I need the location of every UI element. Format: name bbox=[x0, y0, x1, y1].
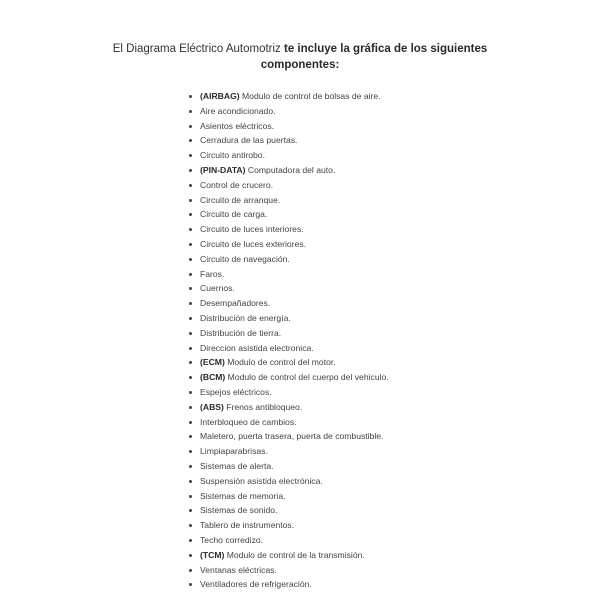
list-item bbox=[187, 311, 389, 326]
list-item bbox=[187, 148, 389, 163]
bullet-icon bbox=[189, 569, 192, 572]
list-item bbox=[187, 503, 389, 518]
list-item bbox=[187, 281, 389, 296]
item-text: Interbloqueo de cambios. bbox=[200, 416, 297, 427]
bullet-icon bbox=[189, 154, 192, 157]
item-text: Circuito de navegación. bbox=[200, 253, 290, 264]
item-text: Frenos antibloqueo. bbox=[223, 401, 303, 412]
list-item bbox=[187, 429, 389, 444]
item-text: Asientos eléctricos. bbox=[200, 120, 275, 131]
intro-text: El Diagrama Eléctrico Automotriz bbox=[112, 43, 285, 55]
intro-paragraph bbox=[100, 41, 500, 73]
bullet-icon bbox=[189, 258, 192, 261]
item-tag: (ECM) bbox=[200, 357, 225, 368]
item-tag: (AIRBAG) bbox=[200, 91, 240, 101]
item-text: Sistemas de memoria. bbox=[200, 490, 286, 501]
item-text: Suspensión asistida electrónica. bbox=[200, 475, 323, 486]
list-item bbox=[187, 459, 389, 474]
bullet-icon bbox=[189, 302, 192, 305]
list-item bbox=[187, 163, 389, 178]
bullet-icon bbox=[189, 435, 192, 438]
item-tag: (BCM) bbox=[200, 372, 226, 383]
list-item bbox=[187, 370, 389, 385]
bullet-icon bbox=[189, 347, 192, 350]
list-item bbox=[187, 326, 389, 341]
list-item bbox=[187, 133, 389, 148]
item-text: Cuernos. bbox=[200, 283, 235, 294]
item-text: Modulo de control del motor. bbox=[224, 357, 336, 368]
bullet-icon bbox=[189, 213, 192, 216]
item-text: Cerradura de las puertas. bbox=[200, 135, 298, 146]
bullet-icon bbox=[189, 361, 192, 364]
list-item bbox=[187, 104, 389, 119]
bullet-icon bbox=[189, 391, 192, 394]
list-item bbox=[187, 489, 389, 504]
list-item bbox=[187, 533, 389, 548]
bullet-icon bbox=[189, 243, 192, 246]
bullet-icon bbox=[189, 110, 192, 113]
item-tag: (TCM) bbox=[200, 549, 225, 560]
item-text: Circuito de luces interiores. bbox=[200, 224, 304, 235]
bullet-icon bbox=[189, 583, 192, 586]
list-item bbox=[187, 193, 389, 208]
bullet-icon bbox=[189, 539, 192, 542]
bullet-icon bbox=[189, 139, 192, 142]
list-item bbox=[187, 415, 389, 430]
item-text: Computadora del auto. bbox=[245, 164, 336, 175]
bullet-icon bbox=[189, 287, 192, 290]
list-item bbox=[187, 119, 389, 134]
item-text: Faros. bbox=[200, 268, 225, 279]
item-text: Modulo de control de la transmisión. bbox=[224, 549, 365, 560]
item-text: Ventiladores de refrigeración. bbox=[200, 579, 312, 590]
item-text: Espejos eléctricos. bbox=[200, 386, 272, 397]
list-item bbox=[187, 252, 389, 267]
bullet-icon bbox=[189, 228, 192, 231]
list-item bbox=[187, 563, 389, 578]
item-text: Circuito antirobo. bbox=[200, 150, 265, 161]
item-text: Modulo de control del cuerpo del vehiculo. bbox=[225, 372, 389, 383]
bullet-icon bbox=[189, 184, 192, 187]
list-item bbox=[187, 355, 389, 370]
item-text: Control de crucero. bbox=[200, 179, 274, 190]
bullet-icon bbox=[189, 465, 192, 468]
item-text: Modulo de control de bolsas de aire. bbox=[239, 91, 381, 101]
item-text: Direccion asistida electronica. bbox=[200, 342, 314, 353]
list-item bbox=[187, 341, 389, 356]
bullet-icon bbox=[189, 376, 192, 379]
item-text: Desempañadores. bbox=[200, 298, 271, 309]
item-text: Tablero de instrumentos. bbox=[200, 520, 295, 531]
bullet-icon bbox=[189, 554, 192, 557]
list-item bbox=[187, 89, 389, 104]
list-item bbox=[187, 548, 389, 563]
bullet-icon bbox=[189, 495, 192, 498]
list-item bbox=[187, 577, 389, 592]
bullet-icon bbox=[189, 199, 192, 202]
item-text: Sistemas de alerta. bbox=[200, 460, 274, 471]
list-item bbox=[187, 400, 389, 415]
item-text: Aire acondicionado. bbox=[200, 105, 276, 116]
item-text: Distribución de energía. bbox=[200, 312, 291, 323]
item-text: Circuito de carga. bbox=[200, 209, 268, 220]
bullet-icon bbox=[189, 406, 192, 409]
intro-bold-text: te incluye la gráfica de los siguientes componentes: bbox=[260, 43, 488, 71]
item-text: Distribución de tierra. bbox=[200, 327, 282, 338]
component-list bbox=[187, 89, 389, 592]
bullet-icon bbox=[189, 169, 192, 172]
list-item bbox=[187, 222, 389, 237]
item-text: Circuito de luces exteriores. bbox=[200, 238, 307, 249]
bullet-icon bbox=[189, 332, 192, 335]
item-text: Ventanas eléctricas. bbox=[200, 564, 277, 575]
list-item bbox=[187, 444, 389, 459]
item-text: Maletero, puerta trasera, puerta de combustible. bbox=[200, 431, 384, 442]
bullet-icon bbox=[189, 450, 192, 453]
list-item bbox=[187, 474, 389, 489]
item-text: Techo corredizo. bbox=[200, 534, 264, 545]
list-item bbox=[187, 207, 389, 222]
item-tag: (PIN-DATA) bbox=[200, 164, 246, 175]
bullet-icon bbox=[189, 317, 192, 320]
bullet-icon bbox=[189, 125, 192, 128]
bullet-icon bbox=[189, 273, 192, 276]
item-text: Sistemas de sonido. bbox=[200, 505, 278, 516]
bullet-icon bbox=[189, 480, 192, 483]
list-item bbox=[187, 385, 389, 400]
list-item bbox=[187, 178, 389, 193]
bullet-icon bbox=[189, 421, 192, 424]
list-item bbox=[187, 267, 389, 282]
bullet-icon bbox=[189, 95, 192, 98]
list-item bbox=[187, 518, 389, 533]
item-tag: (ABS) bbox=[200, 401, 224, 412]
item-text: Circuito de arranque. bbox=[200, 194, 281, 205]
list-item bbox=[187, 296, 389, 311]
list-item bbox=[187, 237, 389, 252]
bullet-icon bbox=[189, 524, 192, 527]
bullet-icon bbox=[189, 509, 192, 512]
item-text: Limpiaparabrisas. bbox=[200, 446, 268, 457]
